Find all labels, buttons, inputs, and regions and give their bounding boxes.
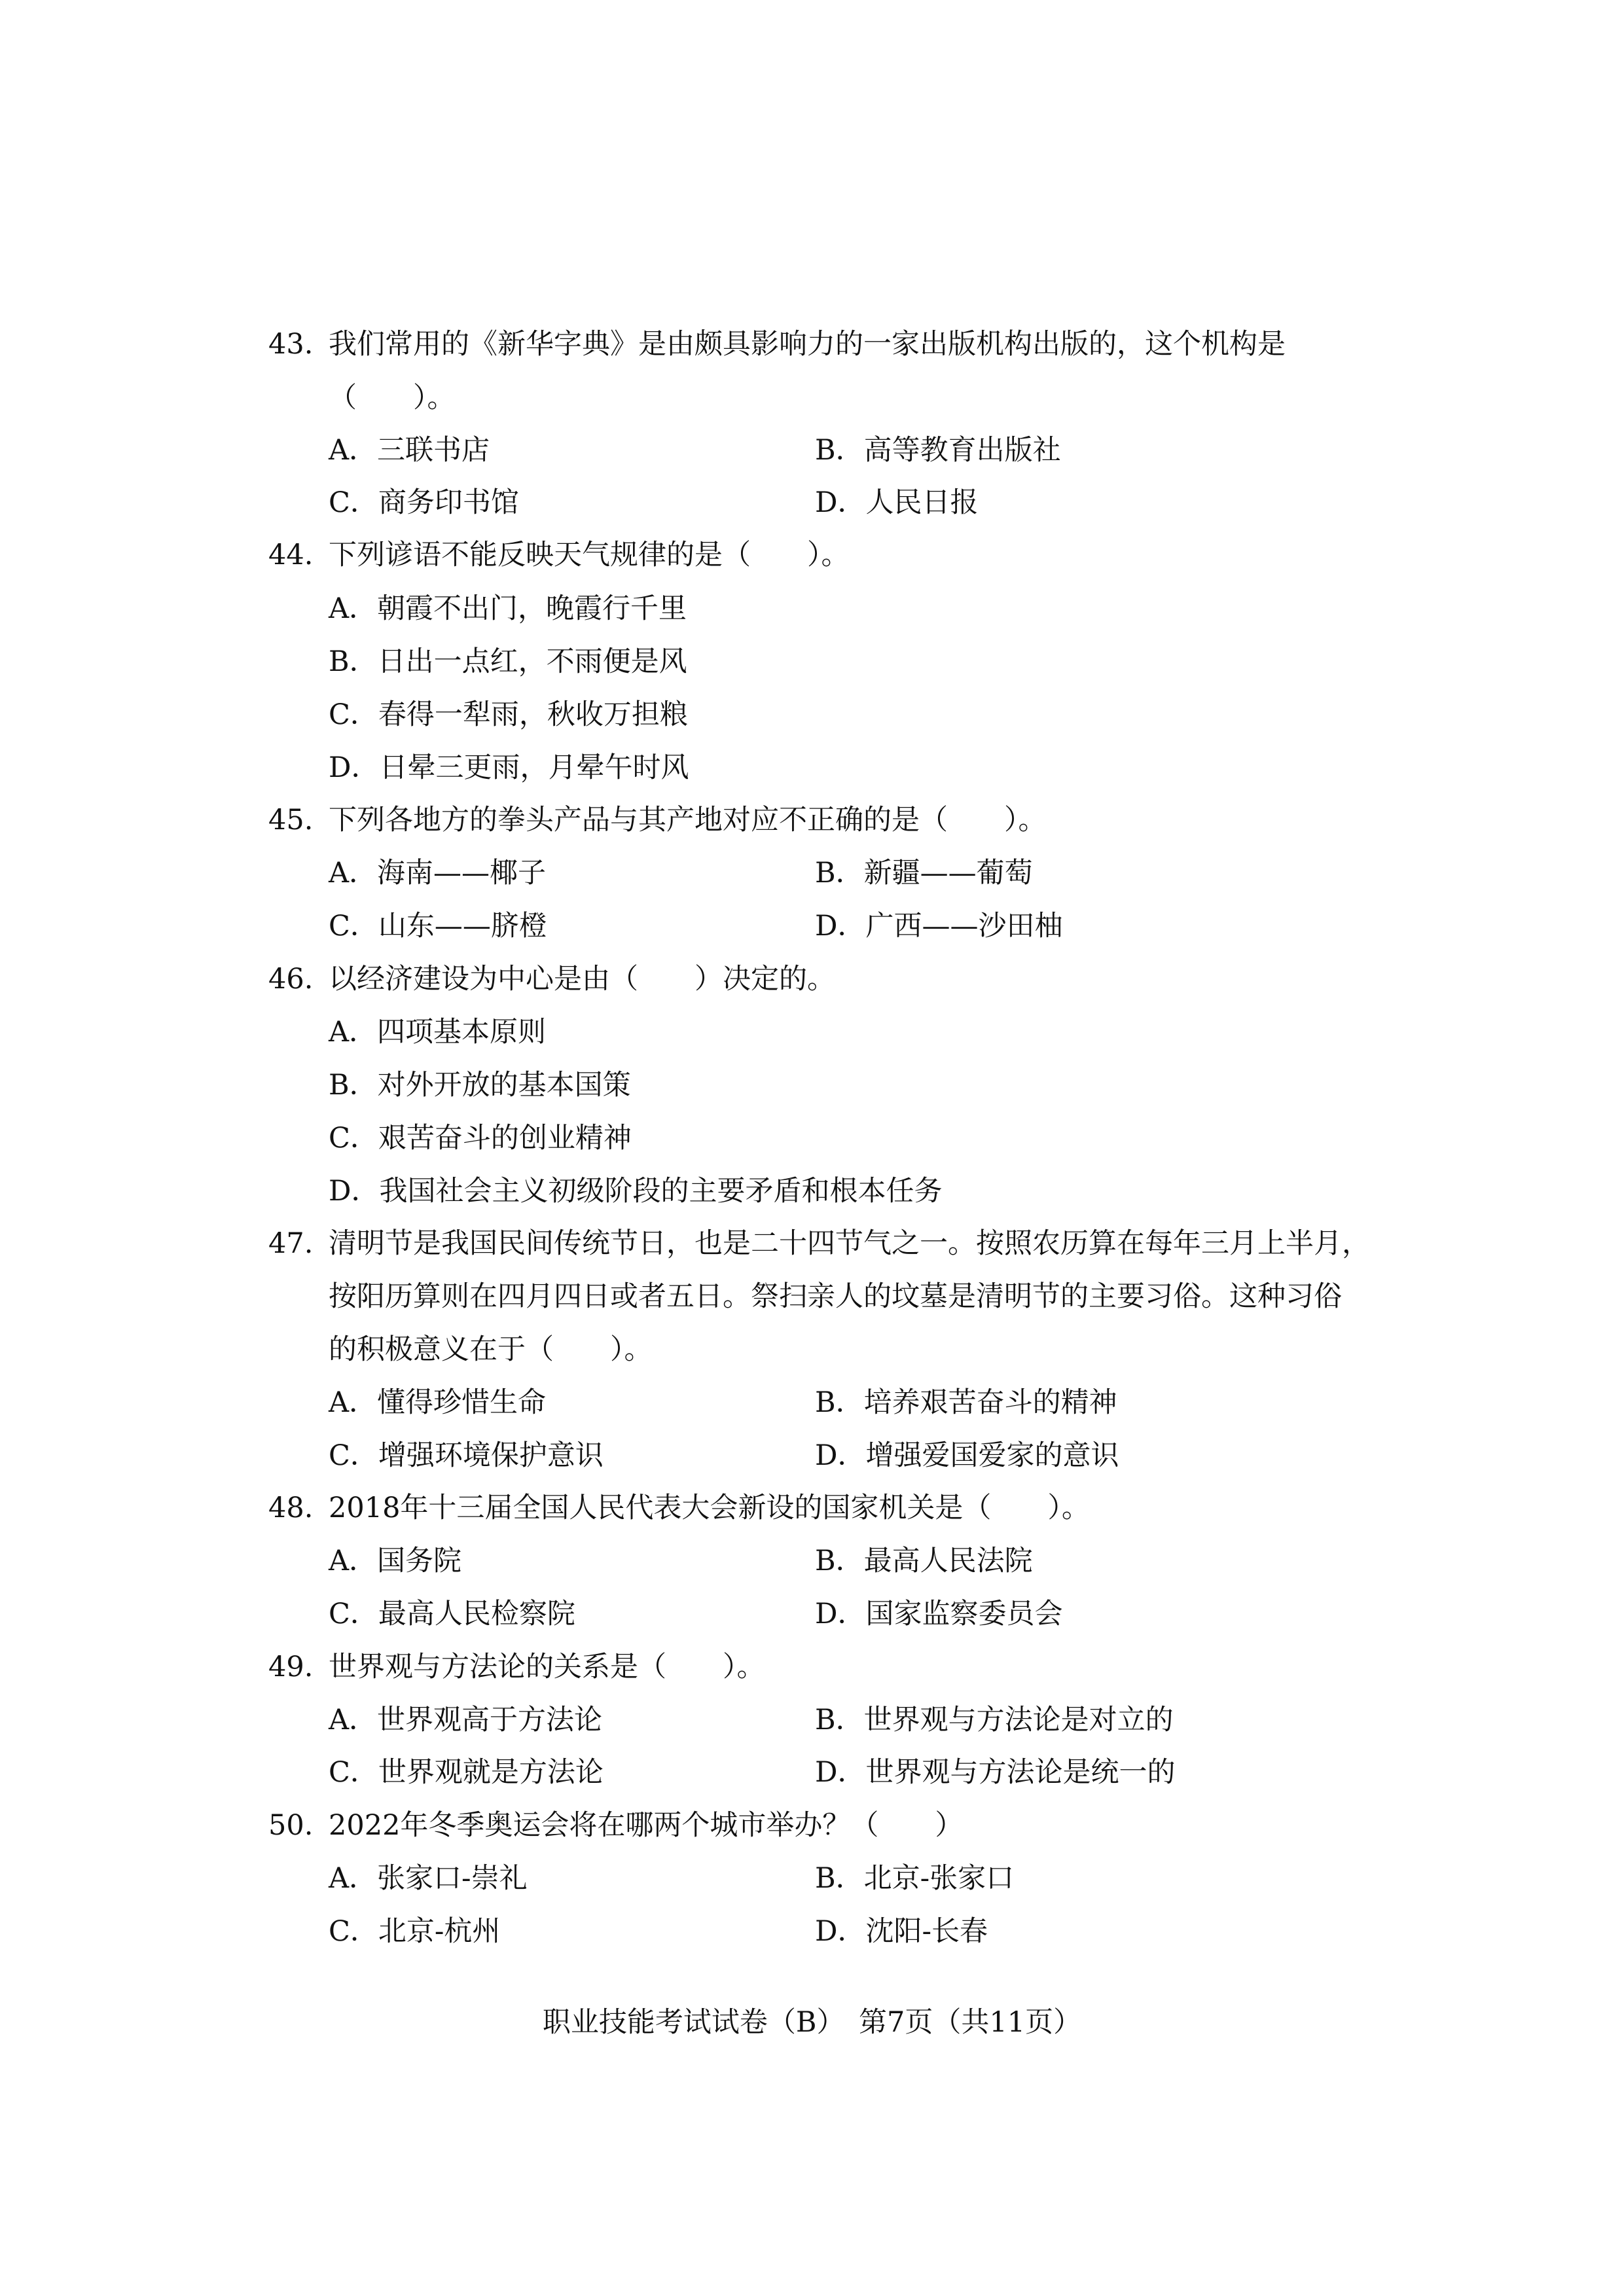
- option-d: D．沈阳-长春: [815, 1915, 988, 1948]
- option-d: D．国家监察委员会: [815, 1598, 1063, 1630]
- option-b: B．培养艰苦奋斗的精神: [815, 1386, 1117, 1419]
- option-c: C．世界观就是方法论: [329, 1756, 604, 1789]
- page-footer: 职业技能考试试卷（B） 第7页（共11页）: [542, 2006, 1082, 2039]
- question-text: （ ）。: [329, 382, 456, 414]
- question-text: 的积极意义在于（ ）。: [329, 1333, 653, 1366]
- option-d: D．我国社会主义初级阶段的主要矛盾和根本任务: [329, 1175, 943, 1208]
- question-text: 下列谚语不能反映天气规律的是（ ）。: [329, 539, 850, 571]
- option-c: C．北京-杭州: [329, 1915, 501, 1948]
- question-text: 清明节是我国民间传统节日，也是二十四节气之一。按照农历算在每年三月上半月，: [329, 1227, 1370, 1260]
- option-a: A．世界观高于方法论: [329, 1704, 603, 1736]
- option-d: D．广西——沙田柚: [815, 910, 1063, 942]
- option-d: D．人民日报: [815, 486, 979, 519]
- option-b: B．对外开放的基本国策: [329, 1069, 631, 1102]
- question-number: 46.: [268, 963, 314, 996]
- question-text: 2022年冬季奥运会将在哪两个城市举办？（ ）: [329, 1809, 964, 1842]
- question-text: 世界观与方法论的关系是（ ）。: [329, 1651, 765, 1683]
- option-a: A．张家口-崇礼: [329, 1862, 528, 1895]
- question-number: 47.: [268, 1227, 314, 1260]
- option-c: C．商务印书馆: [329, 486, 519, 519]
- option-b: B．世界观与方法论是对立的: [815, 1704, 1174, 1736]
- question-number: 49.: [268, 1651, 314, 1683]
- option-d: D．世界观与方法论是统一的: [815, 1756, 1176, 1789]
- option-d: D．日晕三更雨，月晕午时风: [329, 751, 689, 784]
- option-a: A．懂得珍惜生命: [329, 1386, 547, 1419]
- question-number: 44.: [268, 539, 314, 571]
- option-a: A．海南——椰子: [329, 857, 547, 889]
- question-text: 2018年十三届全国人民代表大会新设的国家机关是（ ）。: [329, 1492, 1090, 1524]
- option-a: A．三联书店: [329, 434, 490, 467]
- question-number: 48.: [268, 1492, 314, 1524]
- question-text: 下列各地方的拳头产品与其产地对应不正确的是（ ）。: [329, 804, 1047, 836]
- option-b: B．北京-张家口: [815, 1862, 1015, 1895]
- question-text: 以经济建设为中心是由（ ）决定的。: [329, 963, 835, 996]
- option-c: C．春得一犁雨，秋收万担粮: [329, 698, 688, 731]
- option-c: C．增强环境保护意识: [329, 1439, 604, 1472]
- option-c: C．山东——脐橙: [329, 910, 547, 942]
- question-number: 50.: [268, 1809, 314, 1842]
- question-text: 按阳历算则在四月四日或者五日。祭扫亲人的坟墓是清明节的主要习俗。这种习俗: [329, 1280, 1342, 1313]
- option-b: B．高等教育出版社: [815, 434, 1061, 467]
- option-b: B．日出一点红，不雨便是风: [329, 645, 687, 678]
- option-d: D．增强爱国爱家的意识: [815, 1439, 1119, 1472]
- option-c: C．艰苦奋斗的创业精神: [329, 1122, 632, 1155]
- option-b: B．新疆——葡萄: [815, 857, 1033, 889]
- question-number: 43.: [268, 328, 314, 361]
- question-number: 45.: [268, 804, 314, 836]
- option-a: A．四项基本原则: [329, 1016, 547, 1049]
- question-text: 我们常用的《新华字典》是由颇具影响力的一家出版机构出版的，这个机构是: [329, 328, 1286, 361]
- option-b: B．最高人民法院: [815, 1545, 1033, 1577]
- option-a: A．朝霞不出门，晚霞行千里: [329, 592, 687, 625]
- option-a: A．国务院: [329, 1545, 462, 1577]
- option-c: C．最高人民检察院: [329, 1598, 575, 1630]
